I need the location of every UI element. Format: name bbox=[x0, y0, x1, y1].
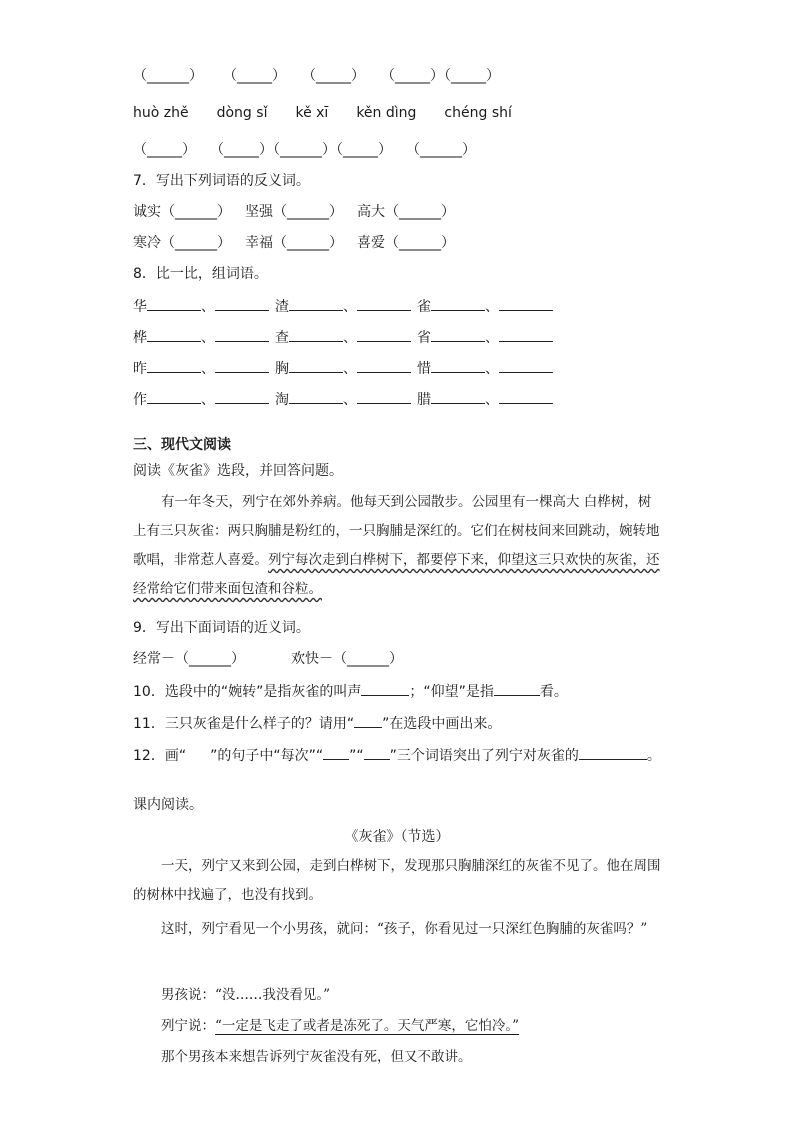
question-7-row-2 bbox=[133, 233, 455, 253]
question-8-label: 8．比一比，组词语。 bbox=[133, 266, 268, 282]
blank-line[interactable] bbox=[147, 327, 201, 342]
blank-line[interactable] bbox=[289, 389, 343, 404]
char-item: 华 bbox=[133, 299, 147, 315]
char-item: 胸 bbox=[275, 361, 289, 377]
antonym-item[interactable]: 喜爱（______） bbox=[357, 235, 455, 251]
answer-row-1 bbox=[133, 66, 500, 86]
char-item: 昨 bbox=[133, 361, 147, 377]
blank-line[interactable] bbox=[147, 389, 201, 404]
question-7-label: 7．写出下列词语的反义词。 bbox=[133, 173, 310, 189]
question-10 bbox=[133, 681, 568, 702]
blank-line[interactable] bbox=[357, 389, 411, 404]
question-12 bbox=[133, 745, 661, 766]
reading-2-paragraph-3: 男孩说：“没……我没看见。” bbox=[161, 987, 331, 1003]
paren-blank[interactable]: （______） bbox=[133, 68, 203, 84]
question-text: ；“仰望”是指 bbox=[409, 684, 494, 700]
synonym-item[interactable]: 欢快－（______） bbox=[291, 651, 403, 667]
separator: 、 bbox=[485, 361, 499, 377]
blank-line[interactable] bbox=[361, 681, 409, 696]
paren-blank[interactable]: （_____） bbox=[133, 142, 196, 158]
antonym-item[interactable]: 幸福（______） bbox=[245, 235, 343, 251]
blank-line[interactable] bbox=[357, 327, 411, 342]
blank-line[interactable] bbox=[431, 358, 485, 373]
separator: 、 bbox=[343, 392, 357, 408]
char-item: 省 bbox=[417, 330, 431, 346]
wavy-underlined-sentence: 列宁每次走到白桦树下，都要停下来，仰望这三只欢快的灰雀，还经常给它们带来面包渣和谷粒。 bbox=[133, 552, 660, 597]
synonym-item[interactable]: 经常－（______） bbox=[133, 651, 245, 667]
char-item: 淘 bbox=[275, 392, 289, 408]
reading-2-paragraph-4 bbox=[133, 1012, 663, 1041]
blank-line[interactable] bbox=[215, 327, 269, 342]
compare-row-2 bbox=[133, 327, 553, 348]
pinyin-item: chéng shí bbox=[444, 105, 512, 121]
blank-line[interactable] bbox=[147, 296, 201, 311]
char-item: 桦 bbox=[133, 330, 147, 346]
char-item: 惜 bbox=[417, 361, 431, 377]
reading-2-paragraph-5: 那个男孩本来想告诉列宁灰雀没有死，但又不敢讲。 bbox=[161, 1049, 472, 1065]
pinyin-row bbox=[133, 103, 540, 123]
answer-row-2 bbox=[133, 140, 476, 160]
speaker-text: 列宁说： bbox=[161, 1018, 215, 1034]
pinyin-item: kě xī bbox=[295, 105, 329, 121]
blank-line[interactable] bbox=[499, 358, 553, 373]
reading-2-title: 《灰雀》（节选） bbox=[344, 829, 450, 845]
blank-line[interactable] bbox=[494, 681, 540, 696]
blank-line[interactable] bbox=[289, 327, 343, 342]
reading-2-paragraph-2: 这时，列宁看见一个小男孩，就问：“孩子，你看见过一只深红色胸脯的灰雀吗？” bbox=[161, 921, 648, 937]
question-text: 。 bbox=[646, 748, 661, 764]
question-text: 看。 bbox=[539, 684, 568, 700]
blank-line[interactable] bbox=[323, 745, 349, 760]
paren-blank[interactable]: （______） bbox=[406, 142, 476, 158]
question-9-label: 9．写出下面词语的近义词。 bbox=[133, 620, 310, 636]
pinyin-item: huò zhě bbox=[133, 105, 189, 121]
question-text: ”“ bbox=[349, 748, 364, 764]
char-item: 腊 bbox=[417, 392, 431, 408]
blank-line[interactable] bbox=[499, 389, 553, 404]
separator: 、 bbox=[201, 330, 215, 346]
blank-line[interactable] bbox=[215, 358, 269, 373]
antonym-item[interactable]: 高大（______） bbox=[357, 204, 455, 220]
question-text: ”三个词语突出了列宁对灰雀的 bbox=[389, 748, 579, 764]
blank-line[interactable] bbox=[357, 296, 411, 311]
question-11 bbox=[133, 713, 501, 734]
separator: 、 bbox=[485, 299, 499, 315]
question-9-items bbox=[133, 649, 403, 669]
separator: 、 bbox=[201, 392, 215, 408]
question-text: ”的句子中“每次”“ bbox=[210, 748, 324, 764]
separator: 、 bbox=[485, 392, 499, 408]
blank-line[interactable] bbox=[215, 296, 269, 311]
blank-line[interactable] bbox=[357, 358, 411, 373]
question-text: 10．选段中的“婉转”是指灰雀的叫声 bbox=[133, 684, 362, 700]
compare-row-3 bbox=[133, 358, 553, 379]
question-text: 12．画“ bbox=[133, 748, 187, 764]
antonym-item[interactable]: 诚实（______） bbox=[133, 204, 231, 220]
compare-row-4 bbox=[133, 389, 553, 410]
passage-sentence: 有一年冬天，列宁在郊外养病。他每天到公园散步。公园里有一棵高大 白桦树，树上有三只灰雀：两只胸脯是粉红的，一只胸脯是深红的。它们在树枝间来回跳动，婉转地歌唱，非常惹人喜爱。 bbox=[133, 494, 660, 568]
blank-line[interactable] bbox=[215, 389, 269, 404]
question-text: 11．三只灰雀是什么样子的？请用“ bbox=[133, 716, 355, 732]
pinyin-item: kěn dìng bbox=[356, 105, 417, 121]
separator: 、 bbox=[201, 299, 215, 315]
blank-line[interactable] bbox=[431, 327, 485, 342]
separator: 、 bbox=[485, 330, 499, 346]
char-item: 雀 bbox=[417, 299, 431, 315]
blank-line[interactable] bbox=[431, 389, 485, 404]
paren-blank[interactable]: （_____） bbox=[302, 68, 365, 84]
separator: 、 bbox=[343, 361, 357, 377]
paren-blank[interactable]: （_____） bbox=[223, 68, 286, 84]
char-item: 作 bbox=[133, 392, 147, 408]
separator: 、 bbox=[343, 330, 357, 346]
pinyin-item: dòng sǐ bbox=[216, 105, 268, 121]
question-text: ”在选段中画出来。 bbox=[382, 716, 502, 732]
blank-line[interactable] bbox=[499, 327, 553, 342]
paren-blank[interactable]: （_____）（_____） bbox=[381, 68, 500, 84]
wavy-line-sample bbox=[186, 746, 210, 766]
blank-line[interactable] bbox=[289, 358, 343, 373]
blank-line[interactable] bbox=[431, 296, 485, 311]
reading-intro: 阅读《灰雀》选段，并回答问题。 bbox=[133, 463, 343, 479]
reading-2-intro: 课内阅读。 bbox=[133, 797, 203, 813]
blank-line[interactable] bbox=[499, 296, 553, 311]
char-item: 查 bbox=[275, 330, 289, 346]
separator: 、 bbox=[343, 299, 357, 315]
underlined-quote: “一定是飞走了或者是冻死了。天气严寒，它怕冷。” bbox=[215, 1018, 520, 1034]
underline-sample bbox=[354, 713, 382, 728]
blank-line[interactable] bbox=[289, 296, 343, 311]
question-7-row-1 bbox=[133, 202, 455, 222]
blank-line[interactable] bbox=[579, 745, 647, 760]
char-item: 渣 bbox=[275, 299, 289, 315]
section-heading: 三、现代文阅读 bbox=[133, 437, 231, 453]
paren-blank[interactable]: （_____）（______）（_____） bbox=[210, 142, 392, 158]
antonym-item[interactable]: 寒冷（______） bbox=[133, 235, 231, 251]
reading-passage bbox=[133, 488, 663, 604]
separator: 、 bbox=[201, 361, 215, 377]
reading-2-paragraph-1: 一天，列宁又来到公园，走到白桦树下，发现那只胸脯深红的灰雀不见了。他在周围的树林中找遍了，也没有找到。 bbox=[133, 858, 661, 903]
antonym-item[interactable]: 坚强（______） bbox=[245, 204, 343, 220]
compare-row-1 bbox=[133, 296, 553, 317]
blank-line[interactable] bbox=[364, 745, 390, 760]
blank-line[interactable] bbox=[147, 358, 201, 373]
